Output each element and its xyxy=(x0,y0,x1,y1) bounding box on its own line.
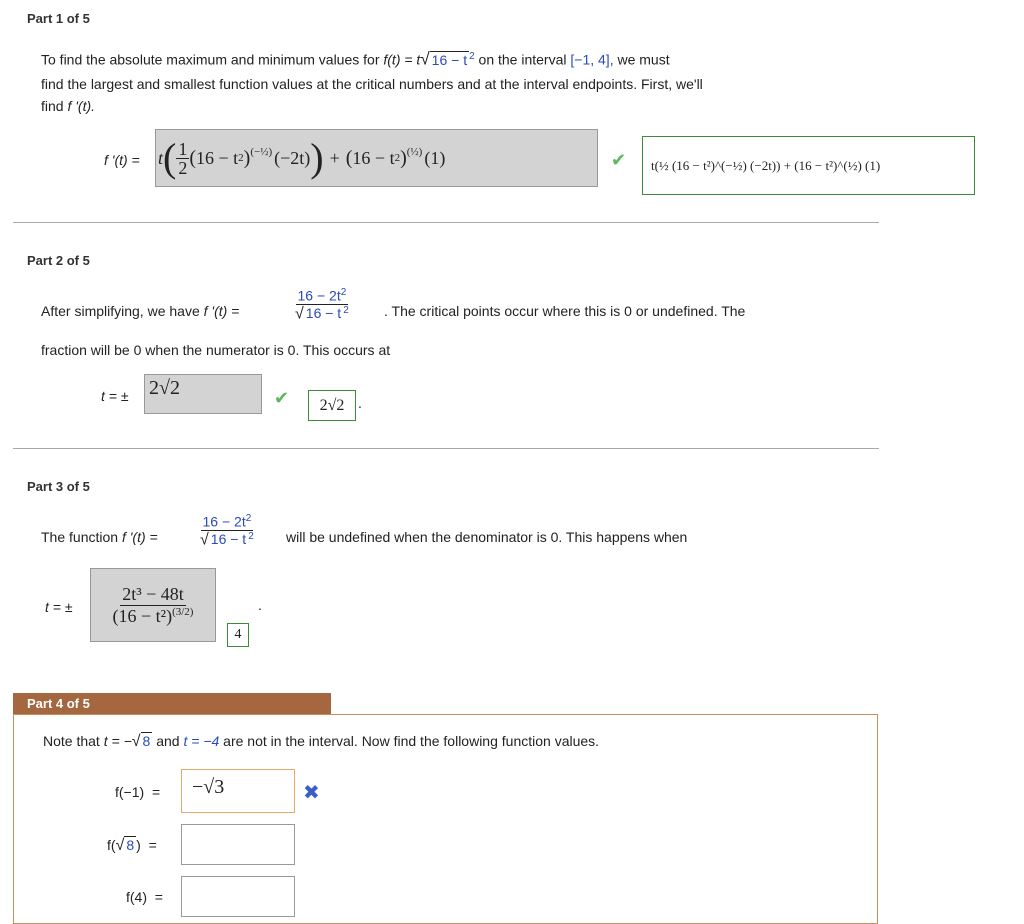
part1-line2: find the largest and smallest function values at the critical numbers and at the interval endpoints. First, we'll xyxy=(41,76,703,92)
part1-answer-box[interactable]: t ( $\frac{1}{2}$ ( 16 − t 2 ) $^{(-\frac{1}{2})}$ (−2t) ) + ( 16 − t 2 ) $^{(\frac{1}{2})}$ (1) xyxy=(155,129,598,187)
part2-text-a: After simplifying, we have f '(t) = xyxy=(41,303,240,319)
part1-fprime-label: f '(t) = xyxy=(104,152,140,168)
part1-line1: To find the absolute maximum and minimum values for f(t) = t√ 16 − t $^2$ on the interval [−1, 4], we must xyxy=(41,49,670,69)
incorrect-x-icon: ✖ xyxy=(303,782,320,804)
f-4-label: f(4) = xyxy=(126,889,163,905)
part1-header: Part 1 of 5 xyxy=(27,11,90,26)
part4-header-bar xyxy=(13,693,331,715)
part2-text-b: . The critical points occur where this is 0 or undefined. The xyxy=(384,303,746,319)
part3-fraction: $16 - 2t^2$ √ 16 − t $^2$ xyxy=(200,513,254,549)
part1-correct-answer: t(½ (16 − t²)^(−½) (−2t)) + (16 − t²)^(½) (1) xyxy=(642,136,975,195)
f-sqrt8-label: f(√ 8 ) = xyxy=(107,837,157,854)
part3-answer-box[interactable]: 2t³ − 48t $(16 - t^2)^{(3/2)}$ xyxy=(90,568,216,642)
part2-answer-box[interactable]: 2√2 xyxy=(144,374,262,414)
part3-header: Part 3 of 5 xyxy=(27,479,90,494)
divider xyxy=(13,222,879,223)
part3-correct-answer: 4 xyxy=(227,623,249,647)
part4-header: Part 4 of 5 xyxy=(27,696,90,711)
part1-line3: find f '(t). xyxy=(41,98,96,114)
check-icon: ✔ xyxy=(274,388,290,408)
f-4-input[interactable] xyxy=(181,876,295,917)
part3-text-b: will be undefined when the denominator is 0. This happens when xyxy=(286,529,688,545)
check-icon: ✔ xyxy=(611,150,627,170)
f-sqrt8-input[interactable] xyxy=(181,824,295,865)
f-minus1-label: f(−1) = xyxy=(115,784,161,800)
part2-line2: fraction will be 0 when the numerator is 0. This occurs at xyxy=(41,342,391,358)
part4-note: Note that t = −√ 8 and t = −4 are not in the interval. Now find the following function values. xyxy=(43,733,600,750)
part2-t-label: t = ± xyxy=(101,388,129,404)
part3-t-label: t = ± xyxy=(45,599,73,615)
divider xyxy=(13,448,879,449)
f-minus1-input[interactable]: −√3 xyxy=(181,769,295,813)
part3-text-a: The function f '(t) = xyxy=(41,529,158,545)
part2-correct-answer: 2√2 xyxy=(308,390,356,421)
part2-header: Part 2 of 5 xyxy=(27,253,90,268)
part2-fraction: $16 - 2t^2$ √ 16 − t $^2$ xyxy=(295,287,349,323)
